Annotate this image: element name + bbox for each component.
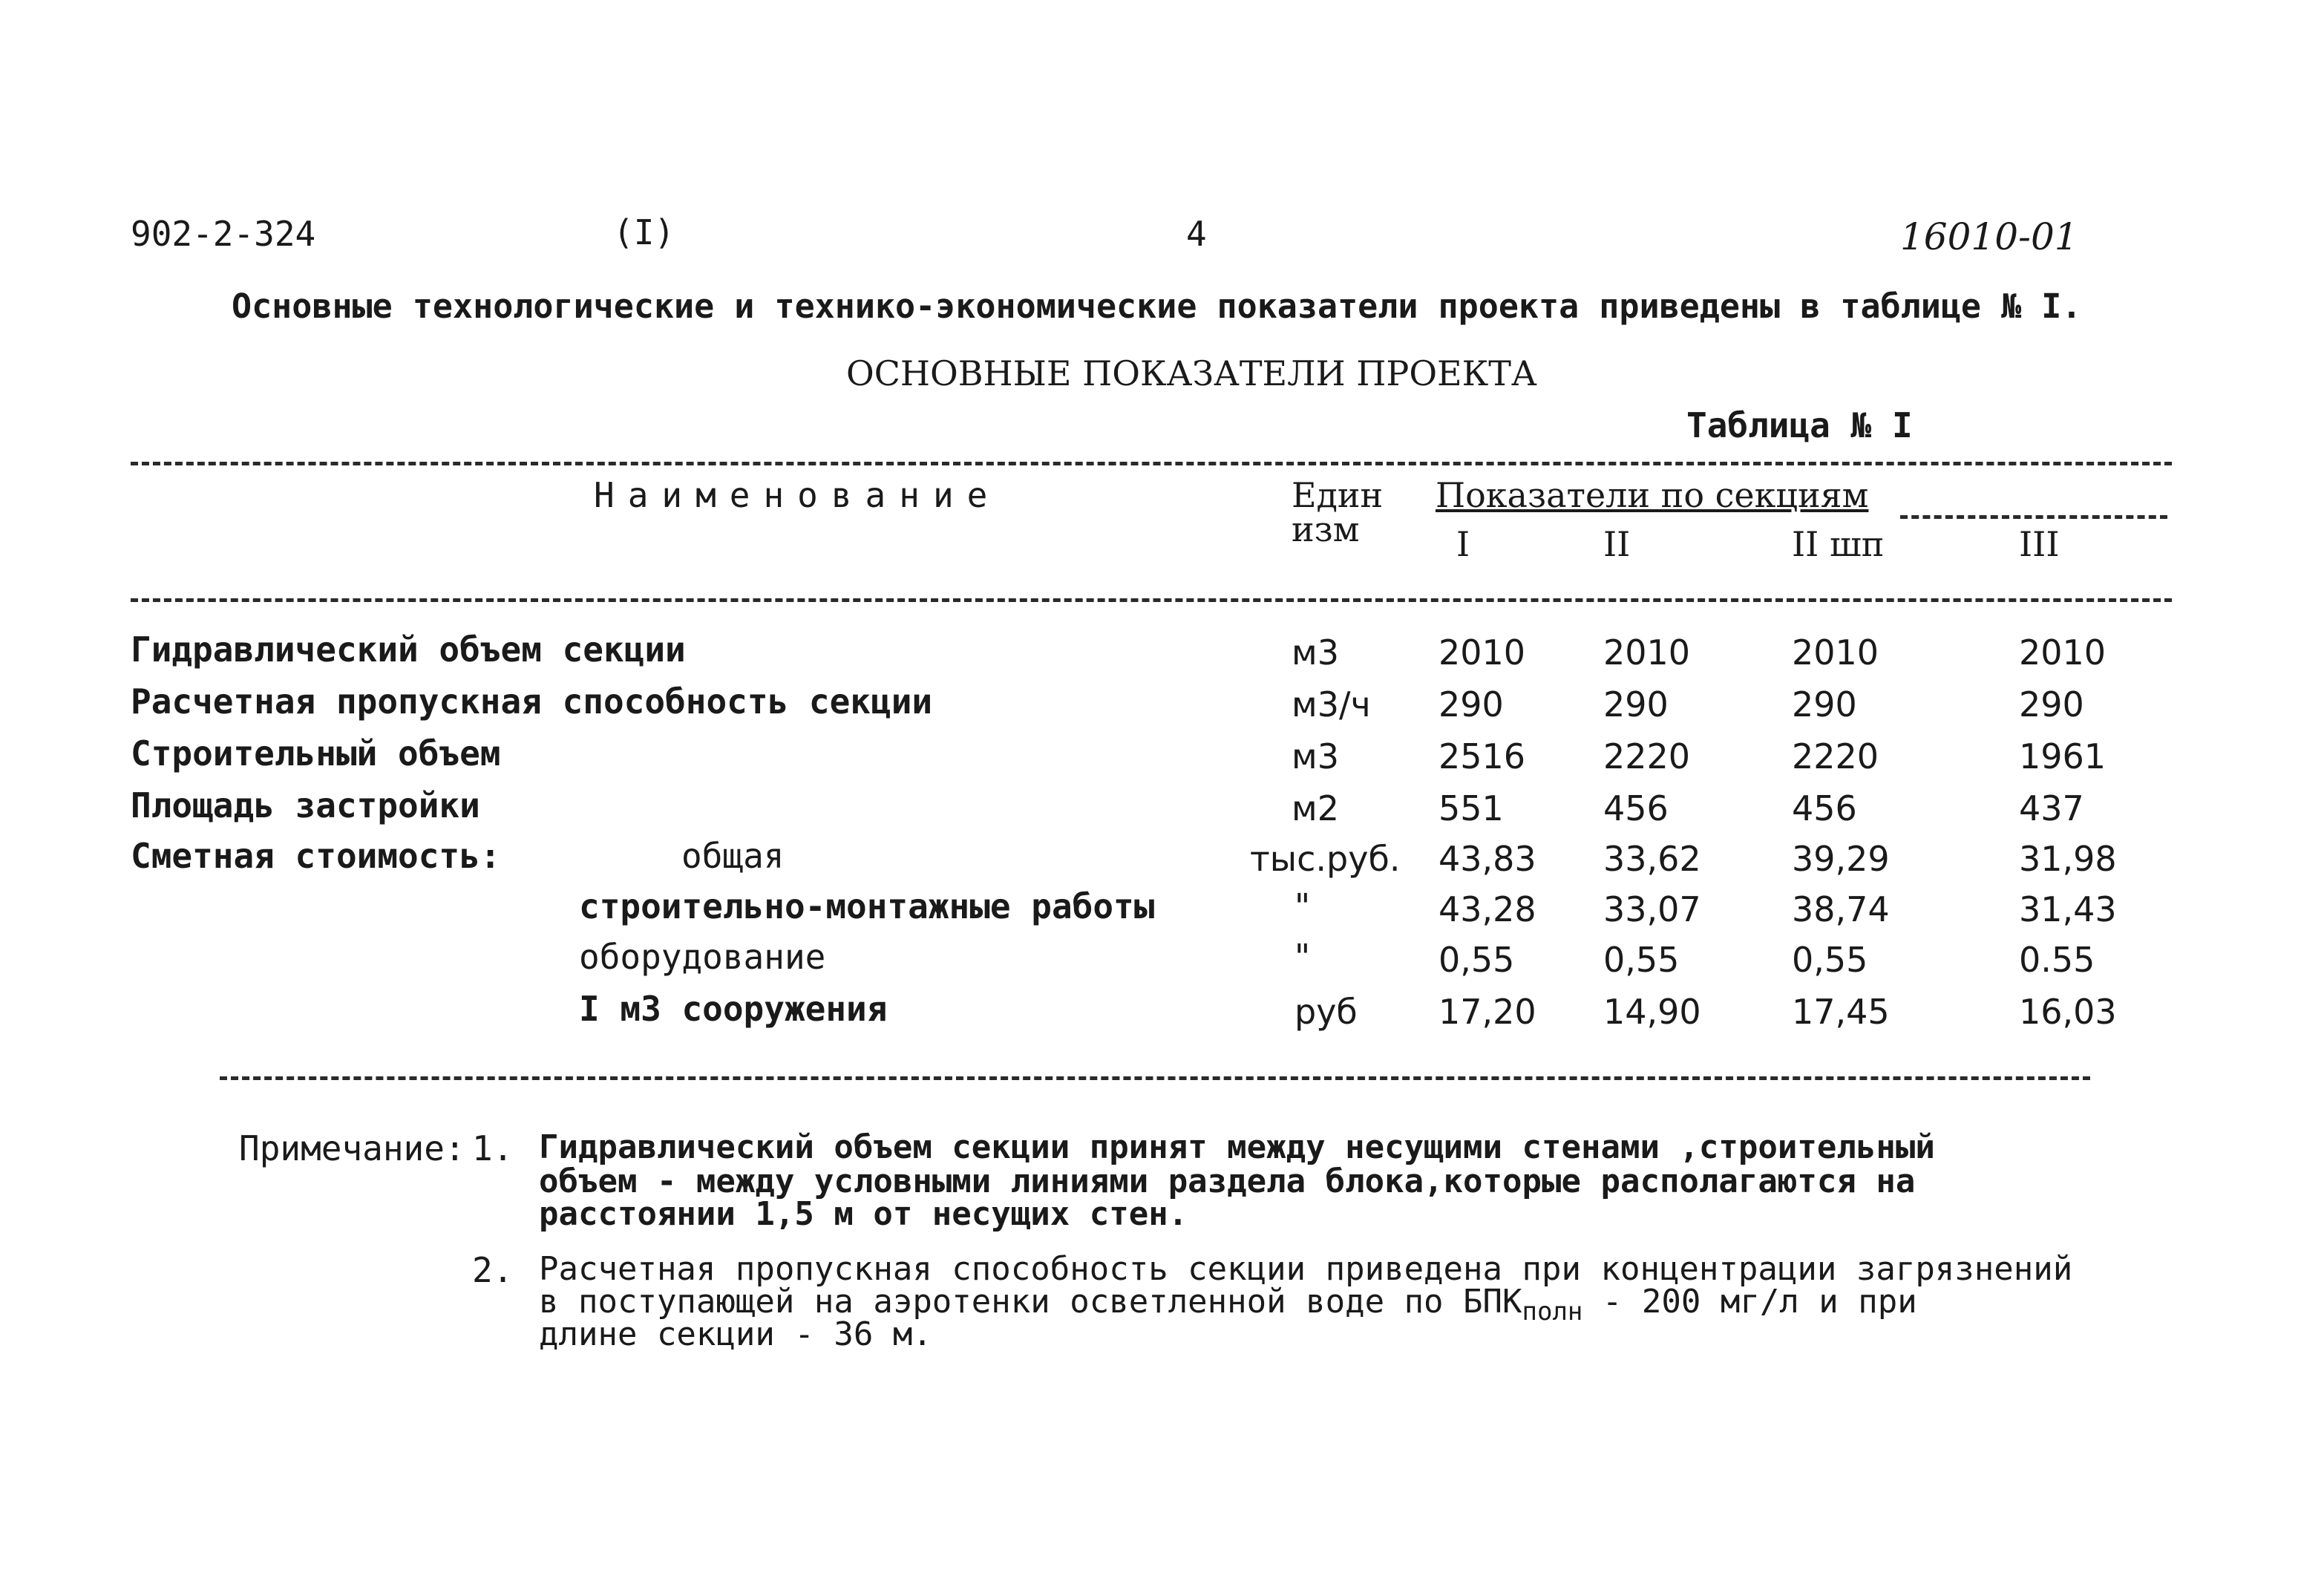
row-label: Строительный объем: [131, 733, 501, 774]
note-1-line-2: объем - между условными линиями раздела блока,которые располагаются на: [539, 1162, 1916, 1200]
row-value-section-3: 2010: [2019, 632, 2107, 673]
row-unit: ": [1294, 937, 1311, 977]
row-value-section-3: 0.55: [2019, 940, 2095, 980]
column-header-section-1: I: [1456, 524, 1470, 564]
note-2-subscript: полн: [1522, 1296, 1583, 1327]
row-value-section-2b: 0,55: [1792, 940, 1868, 980]
page-number: 4: [1186, 214, 1207, 254]
note-2-line-2-text: в поступающей на аэротенки осветленной воде по БПК: [539, 1283, 1522, 1321]
row-value-section-2: 2010: [1603, 632, 1691, 673]
table-header-rule: [131, 598, 2172, 602]
row-label: оборудование: [579, 937, 826, 977]
column-header-section-3: III: [2019, 524, 2060, 564]
row-value-section-3: 16,03: [2019, 992, 2117, 1032]
row-value-section-1: 43,83: [1438, 839, 1536, 879]
row-sublabel: общая: [681, 836, 785, 876]
row-label: Сметная стоимость:: [131, 836, 501, 876]
row-value-section-1: 2010: [1438, 632, 1526, 673]
table-bottom-rule: [220, 1076, 2090, 1080]
row-unit: руб: [1294, 992, 1358, 1032]
column-header-unit-2: изм: [1292, 509, 1360, 549]
row-value-section-2b: 456: [1792, 788, 1857, 828]
row-value-section-2b: 38,74: [1792, 889, 1890, 929]
row-value-section-1: 0,55: [1438, 940, 1515, 980]
row-unit: м3/ч: [1292, 684, 1371, 725]
row-value-section-2b: 290: [1792, 684, 1857, 725]
intro-text: Основные технологические и технико-экономические показатели проекта приведены в таблице № I.: [232, 287, 2082, 326]
row-unit: ": [1294, 886, 1311, 926]
column-header-section-2: II: [1603, 524, 1631, 564]
row-unit: м2: [1292, 788, 1339, 828]
row-value-section-2: 14,90: [1603, 992, 1701, 1032]
row-value-section-3: 437: [2019, 788, 2084, 828]
note-2-line-3: длине секции - 36 м.: [539, 1315, 932, 1353]
note-1-number: 1.: [472, 1128, 514, 1168]
row-label: Гидравлический объем секции: [131, 629, 686, 670]
row-value-section-2b: 2010: [1792, 632, 1879, 673]
table-top-rule: [131, 462, 2172, 465]
note-2-line-1: Расчетная пропускная способность секции приведена при концентрации загрязнений: [539, 1250, 2073, 1288]
row-value-section-3: 31,43: [2019, 889, 2117, 929]
column-header-name: Наименование: [594, 475, 1001, 515]
row-value-section-3: 290: [2019, 684, 2084, 725]
note-1-line-3: расстоянии 1,5 м от несущих стен.: [539, 1195, 1188, 1233]
row-value-section-1: 551: [1438, 788, 1504, 828]
notes-prefix: Примечание:: [239, 1128, 465, 1168]
row-unit: м3: [1292, 736, 1339, 776]
row-label: строительно-монтажные работы: [579, 886, 1155, 926]
row-label: Расчетная пропускная способность секции: [131, 681, 933, 722]
row-value-section-1: 17,20: [1438, 992, 1536, 1032]
handwritten-code: 16010-01: [1900, 215, 2078, 258]
row-value-section-3: 1961: [2019, 736, 2107, 776]
row-value-section-1: 2516: [1438, 736, 1526, 776]
table-label: Таблица № I: [1686, 405, 1913, 445]
row-value-section-1: 43,28: [1438, 889, 1536, 929]
part-number: (I): [613, 212, 675, 252]
sections-header-rule: [1900, 515, 2167, 519]
note-2-line-2-rest: - 200 мг/л и при: [1582, 1283, 1917, 1321]
row-value-section-2: 2220: [1603, 736, 1691, 776]
row-value-section-2: 0,55: [1603, 940, 1680, 980]
note-2-number: 2.: [472, 1250, 514, 1290]
row-value-section-2: 33,07: [1603, 889, 1701, 929]
row-unit: м3: [1292, 632, 1339, 673]
row-value-section-2b: 39,29: [1792, 839, 1890, 879]
column-header-sections: Показатели по секциям: [1436, 475, 1869, 515]
column-header-unit-1: Един: [1292, 475, 1384, 515]
table-title: ОСНОВНЫЕ ПОКАЗАТЕЛИ ПРОЕКТА: [846, 353, 1537, 393]
row-value-section-2b: 17,45: [1792, 992, 1890, 1032]
row-value-section-2: 456: [1603, 788, 1669, 828]
row-value-section-2: 290: [1603, 684, 1669, 725]
row-label: I м3 сооружения: [579, 989, 888, 1029]
row-unit: тыс.руб.: [1250, 839, 1401, 879]
note-1-line-1: Гидравлический объем секции принят между несущими стенами ,строительный: [539, 1128, 1935, 1166]
row-label: Площадь застройки: [131, 785, 480, 825]
row-value-section-2b: 2220: [1792, 736, 1879, 776]
row-value-section-2: 33,62: [1603, 839, 1701, 879]
row-value-section-1: 290: [1438, 684, 1504, 725]
column-header-section-2b: II шп: [1792, 524, 1885, 564]
row-value-section-3: 31,98: [2019, 839, 2117, 879]
document-code: 902-2-324: [131, 214, 316, 254]
